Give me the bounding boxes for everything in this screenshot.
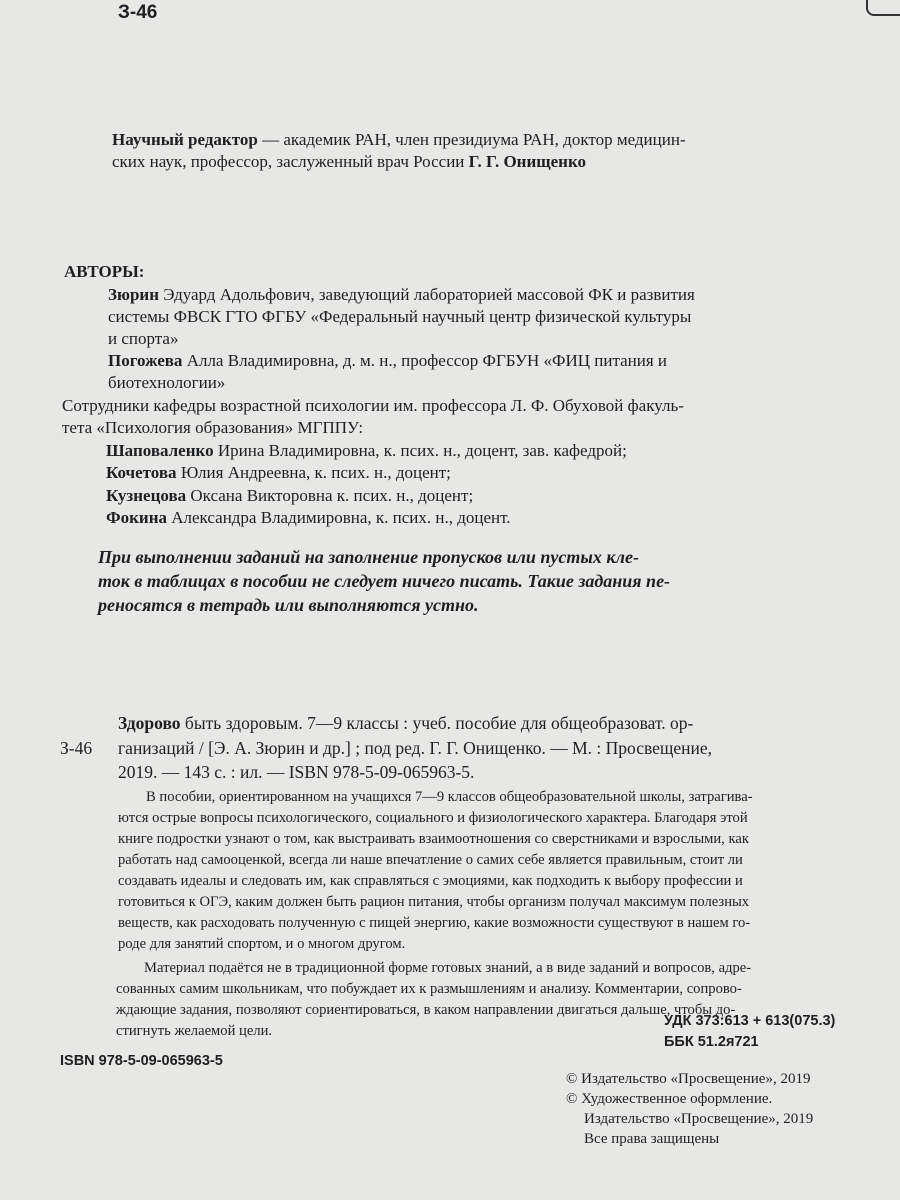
editor-text-2: ских наук, профессор, заслуженный врач России <box>112 152 469 171</box>
note-line-1: При выполнении заданий на заполнение пропусков или пустых кле- <box>98 547 640 567</box>
biblio-line-2: ганизаций / [Э. А. Зюрин и др.] ; под ред. Г. Г. Онищенко. — М. : Просвещение, <box>118 738 713 758</box>
note-line-2: ток в таблицах в пособии не следует ничего писать. Такие задания пе- <box>98 571 671 591</box>
biblio-line-1 <box>118 713 693 734</box>
biblio-text-1: быть здоровым. 7—9 классы : учеб. пособие для общеобразоват. ор- <box>180 713 694 733</box>
staff-member-2-text: Юлия Андреевна, к. псих. н., доцент; <box>176 463 451 482</box>
abstract-p2-line: сованных самим школьникам, что побуждает их к размышлениям и анализу. Комментарии, сопрово- <box>116 981 742 997</box>
editor-text: — академик РАН, член президиума РАН, доктор медицин- <box>257 130 686 149</box>
catalog-code: З-46 <box>118 2 158 23</box>
abstract-p1-line: ются острые вопросы психологического, социального и физиологического характера. Благодаря этой <box>118 810 748 826</box>
staff-member-2 <box>106 463 451 483</box>
abstract-p2-line: стигнуть желаемой цели. <box>116 1023 273 1039</box>
staff-member-4 <box>106 508 511 528</box>
author-1-line-1 <box>108 285 695 305</box>
abstract-p1-line: роде для занятий спортом, и о многом другом. <box>118 936 406 952</box>
author-1-line-3: и спорта» <box>108 329 179 348</box>
copyright-publisher: © Издательство «Просвещение», 2019 <box>566 1071 811 1087</box>
author-2-line-1 <box>108 351 667 371</box>
editor-name: Г. Г. Онищенко <box>468 152 587 171</box>
abstract-p2-line: Материал подаётся не в традиционной форме готовых знаний, а в виде заданий и вопросов, адре- <box>144 960 752 976</box>
abstract-p1-line: готовиться к ОГЭ, каким должен быть рацион питания, чтобы организм получал максимум полезных <box>118 894 750 910</box>
author-2-name: Погожева <box>108 351 183 370</box>
staff-member-3-text: Оксана Викторовна к. псих. н., доцент; <box>186 486 474 505</box>
authors-heading: АВТОРЫ: <box>64 262 145 281</box>
editor-line-1 <box>112 130 686 150</box>
abstract-p2-line: ждающие задания, позволяют сориентироваться, в каком направлении двигаться дальше, чтобы до- <box>116 1002 736 1018</box>
page-corner-mark <box>866 0 900 16</box>
bbk-code: ББК 51.2я721 <box>664 1034 759 1050</box>
staff-line-1: Сотрудники кафедры возрастной психологии им. профессора Л. Ф. Обуховой факуль- <box>62 396 684 415</box>
author-1-name: Зюрин <box>108 285 160 304</box>
staff-member-2-name: Кочетова <box>106 463 177 482</box>
staff-member-1-text: Ирина Владимировна, к. псих. н., доцент, зав. кафедрой; <box>213 441 627 460</box>
author-2-text: Алла Владимировна, д. м. н., профессор ФГБУН «ФИЦ питания и <box>182 351 668 370</box>
staff-line-2: тета «Психология образования» МГППУ: <box>62 418 364 437</box>
staff-member-1 <box>106 441 627 461</box>
copyright-art-publisher: Издательство «Просвещение», 2019 <box>584 1111 814 1127</box>
author-2-line-2: биотехнологии» <box>108 373 226 392</box>
rights-reserved: Все права защищены <box>584 1131 720 1147</box>
copyright-art: © Художественное оформление. <box>566 1091 773 1107</box>
isbn: ISBN 978-5-09-065963-5 <box>60 1053 223 1069</box>
staff-member-4-text: Александра Владимировна, к. псих. н., доцент. <box>167 508 511 527</box>
staff-member-1-name: Шаповаленко <box>106 441 214 460</box>
abstract-p1-line: работать над самооценкой, всегда ли наше впечатление о самих себе является правильным, стоит ли <box>118 852 743 868</box>
abstract-p1-line: веществ, как расходовать полученную с пищей энергию, какие возможности существуют в нашем го- <box>118 915 751 931</box>
note-line-3: реносятся в тетрадь или выполняются устно. <box>98 595 479 615</box>
udk-code: УДК 373:613 + 613(075.3) <box>664 1013 836 1029</box>
editor-role: Научный редактор <box>112 130 258 149</box>
author-1-text: Эдуард Адольфович, заведующий лабораторией массовой ФК и развития <box>159 285 695 304</box>
author-1-line-2: системы ФВСК ГТО ФГБУ «Федеральный научный центр физической культуры <box>108 307 692 326</box>
staff-member-3-name: Кузнецова <box>106 486 187 505</box>
staff-member-4-name: Фокина <box>106 508 167 527</box>
biblio-code: З-46 <box>60 738 93 758</box>
biblio-title: Здорово <box>118 713 181 733</box>
abstract-p1-line: книге подростки узнают о том, как выстраивать взаимоотношения со сверстниками и взрослыми, как <box>118 831 749 847</box>
biblio-line-3: 2019. — 143 с. : ил. — ISBN 978-5-09-065963-5. <box>118 762 475 782</box>
abstract-p1-line: В пособии, ориентированном на учащихся 7—9 классов общеобразовательной школы, затрагива- <box>146 789 753 805</box>
abstract-p1-line: создавать идеалы и следовать им, как справляться с эмоциями, как подходить к выбору профессии и <box>118 873 743 889</box>
editor-line-2 <box>112 152 586 172</box>
staff-member-3 <box>106 486 473 506</box>
